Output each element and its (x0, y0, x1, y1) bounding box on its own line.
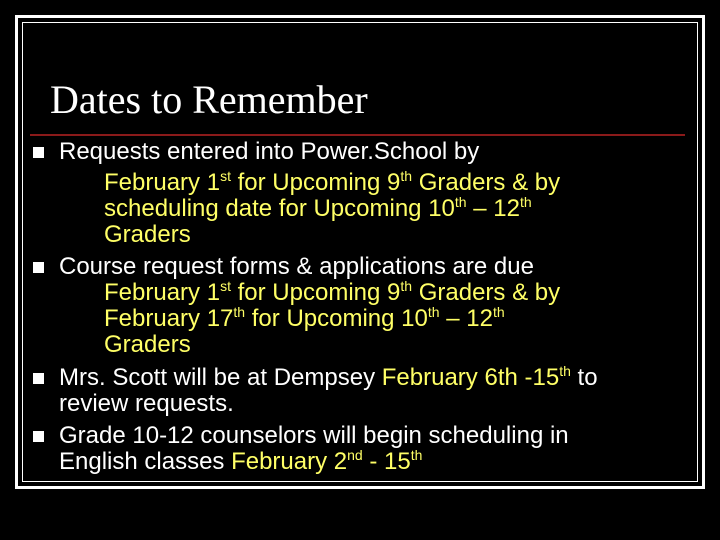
bullet-4-line-2: English classes February 2nd - 15th (59, 447, 423, 475)
bullet-square-icon (33, 262, 44, 273)
bullet-1-line-3: scheduling date for Upcoming 10th – 12th (104, 194, 532, 222)
bullet-2-line-1: Course request forms & applications are due (59, 253, 534, 280)
bullet-square-icon (33, 431, 44, 442)
bullet-3-line-1: Mrs. Scott will be at Dempsey February 6th -15th to (59, 363, 598, 391)
bullet-3-line-2: review requests. (59, 390, 234, 417)
bullet-2-line-4: Graders (104, 331, 191, 358)
bullet-4-line-1: Grade 10-12 counselors will begin scheduling in (59, 422, 569, 449)
bullet-2-line-2: February 1st for Upcoming 9th Graders & by (104, 278, 561, 306)
bullet-1-line-2: February 1st for Upcoming 9th Graders & by (104, 168, 561, 196)
bullet-1-line-4: Graders (104, 221, 191, 248)
bullet-2-line-3: February 17th for Upcoming 10th – 12th (104, 304, 505, 332)
bullet-square-icon (33, 373, 44, 384)
slide-title: Dates to Remember (50, 77, 368, 122)
bullet-square-icon (33, 147, 44, 158)
bullet-1-line-1: Requests entered into Power.School by (59, 138, 480, 165)
